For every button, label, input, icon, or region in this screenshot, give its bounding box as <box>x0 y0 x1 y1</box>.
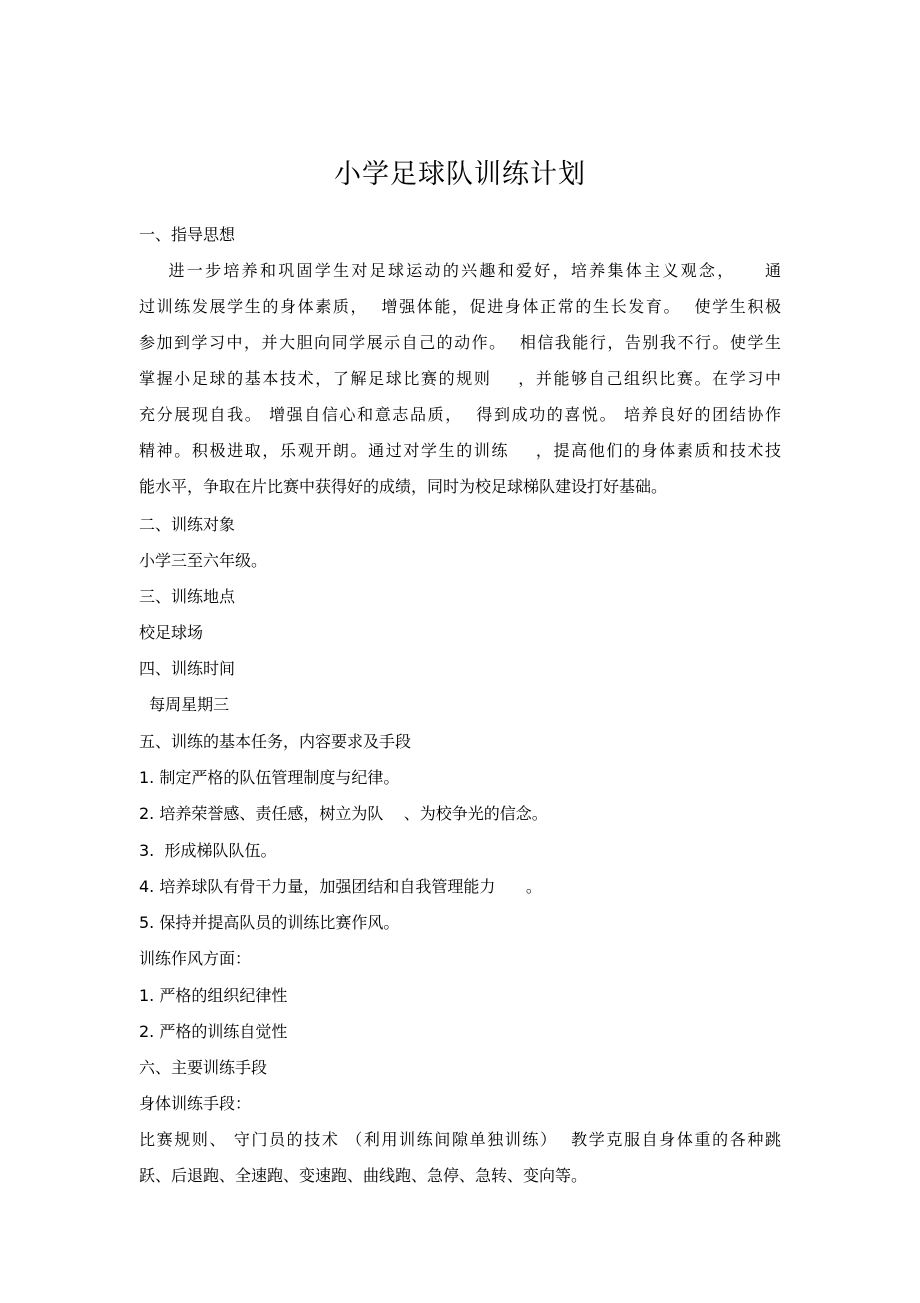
list-item: 5. 保持并提高队员的训练比赛作风。 <box>139 913 400 932</box>
paragraph-line: 进一步培养和巩固学生对足球运动的兴趣和爱好，培养集体主义观念， 通 <box>139 261 781 280</box>
paragraph-line: 参加到学习中，并大胆向同学展示自己的动作。 相信我能行，告别我不行。使学生 <box>139 333 781 352</box>
physical-training-paragraph <box>139 1122 781 1194</box>
paragraph-line: 过训练发展学生的身体素质， 增强体能，促进身体正常的生长发育。 使学生积极 <box>139 297 781 316</box>
sub-heading: 训练作风方面： <box>139 949 252 968</box>
section-content: 小学三至六年级。 <box>139 551 268 570</box>
sub-heading: 身体训练手段： <box>139 1094 252 1113</box>
paragraph-line: 充分展现自我。 增强自信心和意志品质， 得到成功的喜悦。 培养良好的团结协作 <box>139 405 781 424</box>
list-item: 1. 严格的组织纪律性 <box>139 986 288 1005</box>
section-content: 校足球场 <box>139 623 204 642</box>
paragraph-line: 跃、后退跑、全速跑、变速跑、曲线跑、急停、急转、变向等。 <box>139 1166 588 1185</box>
paragraph-line: 掌握小足球的基本技术，了解足球比赛的规则 ，并能够自己组织比赛。在学习中 <box>139 369 781 388</box>
paragraph-line: 能水平，争取在片比赛中获得好的成绩，同时为校足球梯队建设打好基础。 <box>139 477 668 496</box>
section-heading: 三、训练地点 <box>139 587 236 606</box>
guiding-thought-paragraph <box>139 253 781 505</box>
list-item: 2. 严格的训练自觉性 <box>139 1022 288 1041</box>
section-heading: 二、训练对象 <box>139 515 236 534</box>
list-item: 2. 培养荣誉感、责任感，树立为队 、为校争光的信念。 <box>139 804 548 823</box>
paragraph-line: 比赛规则、 守门员的技术 （利用训练间隙单独训练） 教学克服自身体重的各种跳 <box>139 1130 781 1149</box>
section-content: 每周星期三 <box>139 695 230 714</box>
section-heading: 四、训练时间 <box>139 659 236 678</box>
section-heading: 一、指导思想 <box>139 225 236 244</box>
document-title: 小学足球队训练计划 <box>334 159 586 190</box>
section-heading: 五、训练的基本任务，内容要求及手段 <box>139 732 412 751</box>
list-item: 3. 形成梯队队伍。 <box>139 841 277 860</box>
paragraph-line: 精神。积极进取，乐观开朗。通过对学生的训练 ，提高他们的身体素质和技术技 <box>139 441 781 460</box>
section-heading: 六、主要训练手段 <box>139 1058 268 1077</box>
list-item: 4. 培养球队有骨干力量，加强团结和自我管理能力 。 <box>139 877 542 896</box>
list-item: 1. 制定严格的队伍管理制度与纪律。 <box>139 768 400 787</box>
